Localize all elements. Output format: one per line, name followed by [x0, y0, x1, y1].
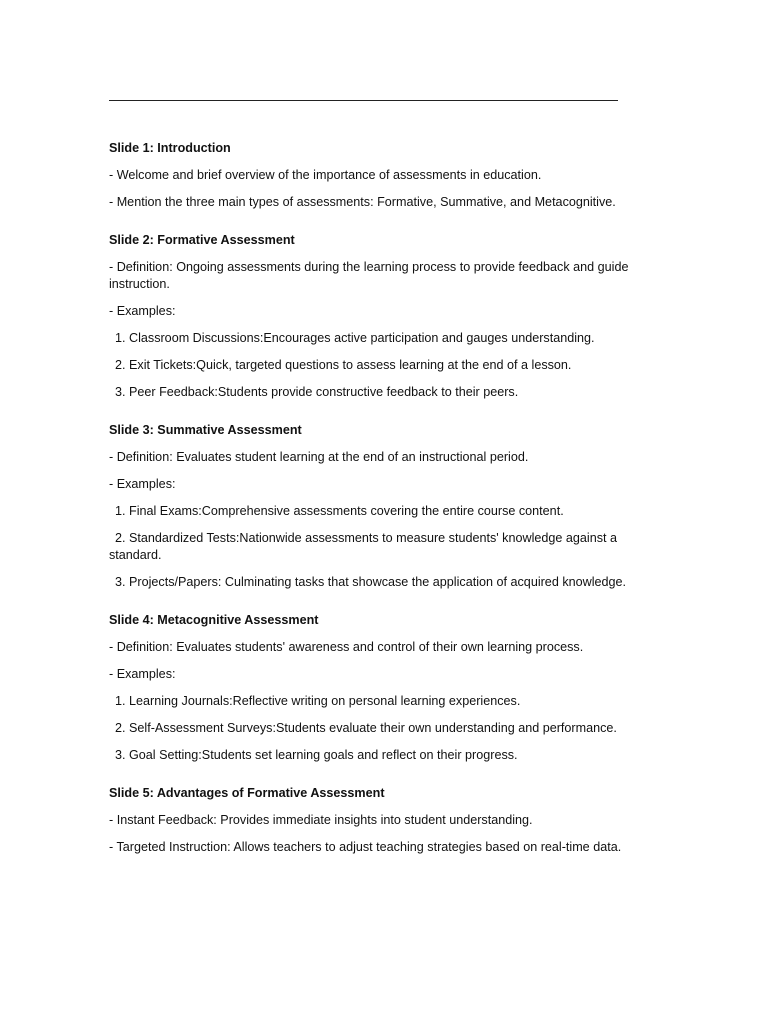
list-item: 3. Peer Feedback:Students provide constructive feedback to their peers.: [115, 385, 519, 399]
horizontal-rule: [109, 100, 618, 101]
slide-1-section: [109, 140, 649, 211]
slide-5-line-1: - Instant Feedback: Provides immediate insights into student understanding.: [109, 813, 533, 827]
slide-2-heading: Slide 2: Formative Assessment: [109, 233, 295, 247]
document-body: [109, 140, 649, 877]
list-item: 2. Standardized Tests:Nationwide assessments to measure students' knowledge against a standard.: [109, 531, 618, 562]
slide-4-definition: - Definition: Evaluates students' awareness and control of their own learning process.: [109, 640, 584, 654]
list-item: 1. Classroom Discussions:Encourages active participation and gauges understanding.: [115, 331, 595, 345]
slide-1-heading: Slide 1: Introduction: [109, 141, 231, 155]
slide-1-line-2: - Mention the three main types of assessments: Formative, Summative, and Metacognitive.: [109, 195, 616, 209]
list-item: 2. Self-Assessment Surveys:Students evaluate their own understanding and performance.: [115, 721, 617, 735]
list-item: 3. Goal Setting:Students set learning goals and reflect on their progress.: [115, 748, 518, 762]
list-item: 1. Final Exams:Comprehensive assessments covering the entire course content.: [115, 504, 564, 518]
slide-5-section: [109, 785, 649, 856]
slide-4-examples-label: - Examples:: [109, 667, 176, 681]
slide-3-section: [109, 422, 649, 591]
slide-4-section: [109, 612, 649, 764]
list-item: 1. Learning Journals:Reflective writing on personal learning experiences.: [115, 694, 521, 708]
list-item: 3. Projects/Papers: Culminating tasks that showcase the application of acquired knowledge.: [115, 575, 627, 589]
slide-2-definition: - Definition: Ongoing assessments during the learning process to provide feedback and guide instruction.: [109, 260, 629, 291]
slide-1-line-1: - Welcome and brief overview of the importance of assessments in education.: [109, 168, 542, 182]
slide-5-line-2: - Targeted Instruction: Allows teachers to adjust teaching strategies based on real-time data.: [109, 840, 622, 854]
slide-2-examples-label: - Examples:: [109, 304, 176, 318]
slide-3-examples-label: - Examples:: [109, 477, 176, 491]
slide-3-heading: Slide 3: Summative Assessment: [109, 423, 302, 437]
slide-5-heading: Slide 5: Advantages of Formative Assessment: [109, 786, 385, 800]
slide-2-section: [109, 232, 649, 401]
slide-3-definition: - Definition: Evaluates student learning at the end of an instructional period.: [109, 450, 529, 464]
list-item: 2. Exit Tickets:Quick, targeted questions to assess learning at the end of a lesson.: [115, 358, 572, 372]
slide-4-heading: Slide 4: Metacognitive Assessment: [109, 613, 319, 627]
